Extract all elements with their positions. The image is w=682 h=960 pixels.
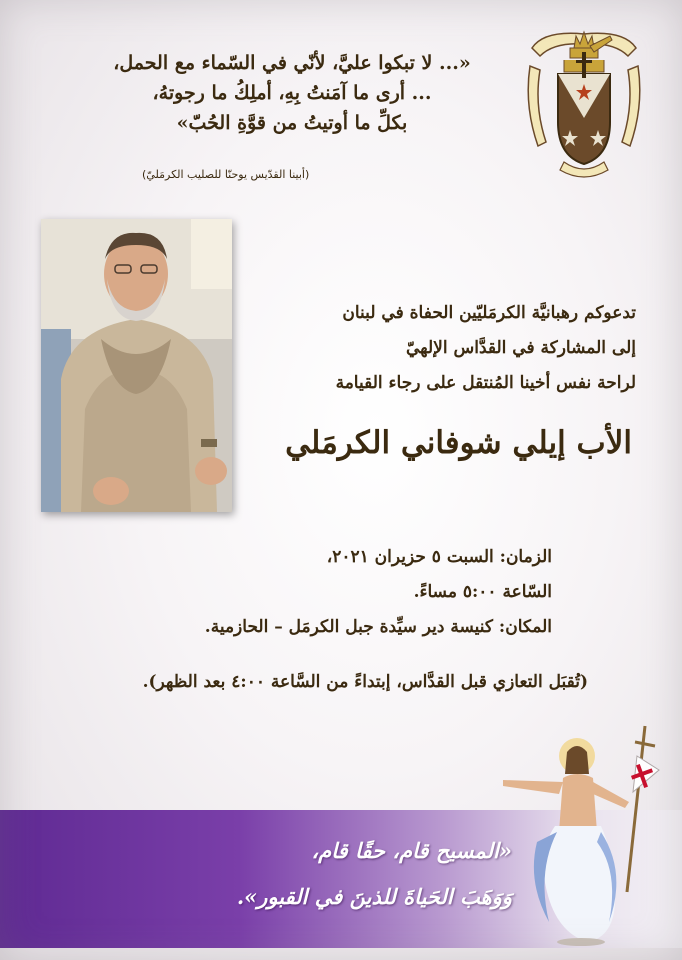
deceased-name: الأب إيلي شوفاني الكرمَلي (285, 425, 632, 461)
easter-line: وَوَهَبَ الحَياةَ للذينَ في القبور». (236, 884, 512, 909)
quote-source: (أبينا القدّيس يوحنّا للصليب الكرمَليّ) (142, 168, 310, 181)
carmelite-emblem-icon (524, 26, 644, 184)
quote-line: «... لا تبكوا عليَّ، لأنّي في السّماء مع الحمل، (113, 52, 471, 74)
quote-line: بكلِّ ما أوتيتُ من قوَّةِ الحُبّ» (176, 112, 408, 134)
invitation-line: لراحة نفس أخينا المُنتقل على رجاء القيامة (335, 373, 636, 393)
time-line: السّاعة ٥:٠٠ مساءً. (413, 582, 552, 602)
quote-line: ... أرى ما آمَنتُ بِهِ، أملِكُ ما رجوتهُ، (152, 82, 432, 104)
easter-verse (52, 828, 512, 920)
invitation-text (246, 296, 636, 401)
portrait-photo (41, 219, 232, 512)
quote-block (102, 48, 482, 138)
condolence-line: (تُقبَل التعازي قبل القدَّاس، إبتداءً من السَّاعة ٤:٠٠ بعد الظهر). (142, 672, 588, 692)
invitation-line: إلى المشاركة في القدَّاس الإلهيّ (405, 338, 636, 358)
easter-line: «المسيح قام، حقًا قام، (311, 838, 512, 863)
mass-details (132, 540, 552, 645)
date-line: الزمان: السبت ٥ حزيران ٢٠٢١، (326, 547, 552, 567)
invitation-line: تدعوكم رهبانيَّة الكرمَليّين الحفاة في لبنان (342, 303, 636, 323)
place-line: المكان: كنيسة دير سيِّدة جبل الكرمَل – الحازمية. (204, 617, 552, 637)
risen-christ-figure-icon (497, 722, 662, 946)
